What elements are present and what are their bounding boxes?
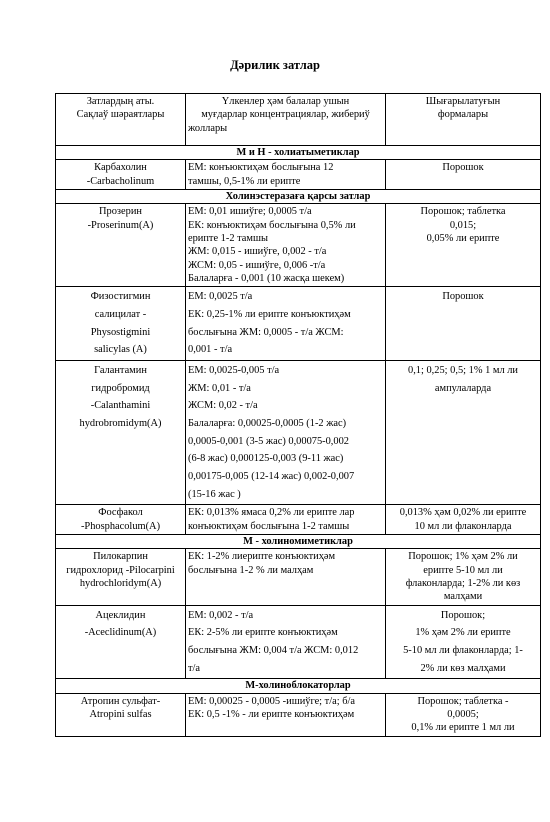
drug-form-line: 0,013% ҳәм 0,02% ли ерипте [399,507,527,519]
drug-dose-line: Балаларға: 0,00025-0,0005 (1-2 жас) [188,417,347,429]
drug-form [386,605,541,679]
drug-dose [186,160,386,190]
section-heading-row [56,146,541,160]
drug-name [56,287,186,361]
drug-form-line: 5-10 мл ли флаконларда; 1- [403,644,523,656]
drug-form-line: 1% ҳәм 2% ли ерипте [415,627,511,639]
drug-name-line: Atropini sulfas [89,708,152,720]
drug-row [56,287,541,361]
drug-form [386,287,541,361]
drug-row [56,160,541,190]
section-heading-row [56,189,541,203]
drug-row [56,360,541,505]
drug-dose-line: ЕМ: конъюктиҳәм бослығына 12 [188,162,334,174]
drug-dose-line: 0,0005-0,001 (3-5 жас) 0,00075-0,002 [188,435,349,447]
drug-name [56,549,186,605]
drug-name-line: -Carbacholinum [86,175,155,187]
drug-dose [186,505,386,535]
drug-dose-line: конъюктиҳәм бослығына 1-2 тамшы [188,520,350,532]
drug-dose-line: т/а [188,662,201,674]
drug-dose-line: Балаларға - 0,001 (10 жасқа шекем) [188,272,345,284]
drug-name-line: Ацеклидин [95,609,146,621]
drug-row [56,549,541,605]
drug-dose-line: ЕК: 1-2% лиерипте конъюктиҳәм [188,551,336,563]
drug-form-line: 10 мл ли флаконларда [414,520,512,532]
page-title: Дәрилик затлар [230,58,320,72]
drug-row [56,505,541,535]
drug-form-line: 0,015; [449,219,477,231]
drug-dose-line: ЕМ: 0,0025-0,005 т/а [188,364,280,376]
drug-dose-line: ЕМ: 0,01 ишиўге; 0,0005 т/а [188,206,312,218]
section-heading-row [56,679,541,693]
drug-row [56,605,541,679]
header-form: Шығарылатуғын формалары [386,94,541,146]
drug-name-line: salicylas (A) [94,344,147,356]
drug-dose-line: ЕК: конъюктиҳәм бослығына 0,5% ли [188,219,356,231]
drug-form-line: ерипте 5-10 мл ли [423,564,503,576]
drug-dose [186,360,386,505]
drug-name-line: -Proserinum(A) [87,219,154,231]
drug-form-line: 0,0005; [447,708,479,720]
drug-dose [186,204,386,287]
drug-dose-line: ЖСМ: 0,05 - ишиўге, 0,006 -т/а [188,259,326,271]
drug-name-line: гидробромид [91,382,150,394]
drug-dose-line: ЖМ: 0,015 - ишиўге, 0,002 - т/а [188,246,327,258]
drug-name-line: гидрохлорид -Pilocarpini [66,564,175,576]
drug-name [56,605,186,679]
drug-dose-line: ерипте 1-2 тамшы [188,232,268,244]
drug-form [386,549,541,605]
drug-name-line: Пилокарпин [93,551,148,563]
drug-dose-line: ЕМ: 0,002 - т/а [188,609,254,621]
drug-name-line: Фосфакол [98,507,143,519]
drug-name [56,505,186,535]
drug-form-line: Порошок [442,291,484,303]
drug-name-line: салицилат - [94,308,147,320]
drug-dose-line: ЕМ: 0,0025 т/а [188,291,253,303]
drug-dose-line: ЖМ: 0,01 - т/а [188,382,251,394]
drug-dose-line: (6-8 жас) 0,000125-0,003 (9-11 жас) [188,453,344,465]
drug-dose-line: бослығына ЖМ: 0,004 т/а ЖСМ: 0,012 [188,644,359,656]
drug-form-line: 0,1; 0,25; 0,5; 1% 1 мл ли [408,364,518,376]
drug-form [386,505,541,535]
drug-form-line: малҳами [443,591,483,603]
drug-form-line: Порошок [442,162,484,174]
drug-dose-line: (15-16 жас ) [188,488,241,500]
drug-name-line: Physostigmini [90,326,151,338]
drug-name-line: -Calanthamini [90,400,151,412]
drug-dose-line: тамшы, 0,5-1% ли ерипте [188,175,301,187]
drug-dose-line: 0,00175-0,005 (12-14 жас) 0,002-0,007 [188,471,355,482]
drug-dose-line: бослығына 1-2 % ли малҳам [188,564,314,576]
drug-row [56,693,541,736]
section-heading: М-холиноблокаторлар [56,679,541,693]
drug-form-line: 0,05% ли ерипте [426,232,500,244]
drug-name-line: Физостигмин [90,291,151,303]
header-dose: Үлкенлер ҳәм балалар ушын муғдарлар концентрациялар, жибериў жоллары [186,94,386,146]
drug-name-line: hydrochloridym(A) [79,577,162,589]
section-heading-row [56,535,541,549]
drug-row [56,204,541,287]
drug-form-line: Порошок; 1% ҳәм 2% ли [408,551,518,563]
drug-name [56,360,186,505]
drug-form-line: Порошок; таблетка [420,206,506,218]
drug-dose [186,549,386,605]
drug-name [56,693,186,736]
drug-dose-line: ЕК: 2-5% ли ерипте конъюктиҳәм [188,627,338,639]
drug-dose-line: ЕК: 0,5 -1% - ли ерипте конъюктиҳәм [188,708,355,720]
drug-dose [186,605,386,679]
section-heading: М и Н - холиатыметиклар [56,146,541,160]
drug-name-line: Атропин сульфат- [80,695,161,707]
drug-form-line: 2% ли көз малҳами [420,662,506,674]
drug-name-line: Прозерин [99,206,142,218]
drug-form [386,360,541,505]
drug-dose-line: 0,001 - т/а [188,344,233,356]
drug-form-line: ампулаларда [434,382,492,394]
drug-form-line: флаконларда; 1-2% ли көз [405,577,521,589]
drug-dose-line: ЕК: 0,013% ямаса 0,2% ли ерипте лар [188,507,355,519]
drug-form-line: Порошок; [440,609,486,621]
drug-name-line: -Phosphacolum(A) [80,520,161,532]
drug-name-line: Карбахолин [94,162,147,174]
drug-name-line: Галантамин [94,364,147,376]
header-row [56,94,541,146]
drug-dose [186,693,386,736]
drug-dose-line: ЕМ: 0,00025 - 0,0005 -ишиўге; т/а; б/а [188,695,355,707]
drug-form [386,160,541,190]
section-heading: М - холиномиметиклар [56,535,541,549]
drug-form-line: 0,1% ли ерипте 1 мл ли [411,722,515,734]
drug-form-line: Порошок; таблетка - [417,695,509,707]
header-name: Затлардың аты. Сақлаў шәраятлары [56,94,186,146]
drug-name [56,204,186,287]
section-heading: Холинэстеразаға қарсы затлар [56,189,541,203]
drug-name [56,160,186,190]
drug-form [386,204,541,287]
drug-dose-line: бослығына ЖМ: 0,0005 - т/а ЖСМ: [188,326,344,338]
drug-form [386,693,541,736]
drug-table [55,93,541,737]
drug-dose-line: ЖСМ: 0,02 - т/а [188,400,258,412]
drug-name-line: -Aceclidinum(A) [84,627,157,639]
drug-name-line: hydrobromidym(A) [79,417,162,429]
drug-dose [186,287,386,361]
drug-dose-line: ЕК: 0,25-1% ли ерипте конъюктиҳәм [188,308,351,320]
